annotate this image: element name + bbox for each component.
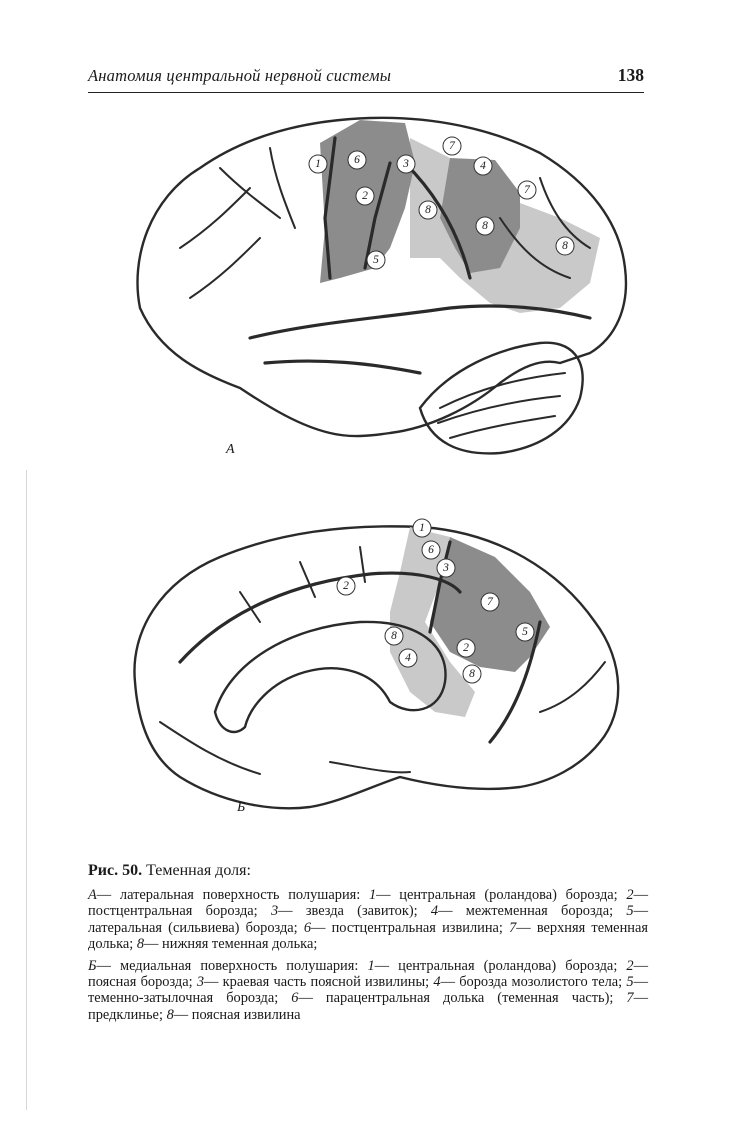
- marker-a-2: [356, 187, 374, 205]
- svg-text:7: 7: [487, 596, 493, 608]
- caption-b-item: 1— центральная (роландова) борозда;: [367, 957, 618, 974]
- marker-b-2-lower: [457, 639, 475, 657]
- marker-a-8-left: [419, 201, 437, 219]
- marker-b-8-left: [385, 627, 403, 645]
- caption-a-item: 3— звезда (завиток);: [270, 903, 418, 920]
- svg-text:5: 5: [522, 626, 528, 638]
- caption-a-item: 6— постцентральная извилина;: [303, 919, 503, 936]
- panel-label-a: А: [226, 442, 235, 457]
- marker-a-8-mid: [476, 217, 494, 235]
- svg-text:2: 2: [362, 190, 368, 202]
- marker-b-8-right: [463, 665, 481, 683]
- running-title: Анатомия центральной нервной системы: [88, 66, 392, 85]
- marker-b-6: [422, 541, 440, 559]
- caption-a-item: 8— нижняя теменная долька;: [136, 936, 318, 953]
- marker-a-3: [397, 155, 415, 173]
- marker-b-2-upper: [337, 577, 355, 595]
- marker-a-7-top: [443, 137, 461, 155]
- caption-a-item: 4— межтеменная борозда;: [430, 903, 614, 920]
- caption-b-item: 6— парацентральная долька (теменная часть);: [291, 990, 614, 1007]
- marker-a-5: [367, 251, 385, 269]
- svg-text:3: 3: [403, 158, 409, 170]
- caption-b-item: Б— медиальная поверхность полушария:: [88, 957, 359, 974]
- caption-b-item: 5— теменно-затылочная борозда;: [88, 974, 648, 1007]
- marker-b-1: [413, 519, 431, 537]
- marker-a-1: [309, 155, 327, 173]
- marker-a-8-right: [556, 237, 574, 255]
- marker-a-6: [348, 151, 366, 169]
- caption-a-item: 7— верхняя теменная долька;: [88, 919, 648, 953]
- caption-a-item: 1— центральная (роландова) борозда;: [368, 887, 618, 903]
- marker-b-5: [516, 623, 534, 641]
- svg-text:8: 8: [391, 630, 397, 642]
- svg-text:4: 4: [405, 652, 411, 664]
- figure-title: Теменная доля:: [146, 862, 251, 879]
- marker-b-4: [399, 649, 417, 667]
- svg-text:8: 8: [562, 240, 568, 252]
- svg-text:3: 3: [443, 562, 449, 574]
- marker-b-3: [437, 559, 455, 577]
- caption-part-b: [88, 958, 648, 1024]
- caption-b-item: 2— поясная борозда;: [88, 957, 649, 991]
- caption-b-item: 7— предклинье;: [88, 990, 649, 1023]
- svg-text:1: 1: [315, 158, 321, 170]
- svg-text:2: 2: [463, 642, 469, 654]
- figure-b-medial-brain: [120, 512, 640, 832]
- caption-b-item: 3— краевая часть поясной извилины;: [196, 974, 430, 991]
- figure-label: Рис. 50.: [88, 862, 143, 879]
- caption-a-item: 2— постцентральная борозда;: [88, 887, 648, 920]
- svg-text:7: 7: [524, 184, 530, 196]
- svg-text:7: 7: [449, 140, 455, 152]
- page-scan-edge: [26, 470, 27, 1110]
- marker-a-7-right: [518, 181, 536, 199]
- figure-caption: [88, 862, 648, 1028]
- page-header: [88, 66, 644, 93]
- figure-a-lateral-brain: [120, 108, 640, 473]
- svg-text:8: 8: [425, 204, 431, 216]
- svg-text:8: 8: [482, 220, 488, 232]
- caption-title: [88, 862, 648, 880]
- svg-text:6: 6: [354, 154, 360, 166]
- svg-text:4: 4: [480, 160, 486, 172]
- caption-b-item: 8— поясная извилина: [166, 1006, 301, 1023]
- caption-b-item: 4— борозда мозолистого тела;: [433, 974, 623, 991]
- caption-a-item: 5— латеральная (сильвиева) борозда;: [88, 903, 648, 936]
- svg-text:6: 6: [428, 544, 434, 556]
- caption-part-a: [88, 887, 648, 953]
- marker-b-7: [481, 593, 499, 611]
- svg-text:8: 8: [469, 668, 475, 680]
- marker-a-4: [474, 157, 492, 175]
- svg-text:2: 2: [343, 580, 349, 592]
- page-number: 138: [617, 65, 644, 85]
- panel-label-b: Б: [237, 800, 246, 815]
- svg-text:5: 5: [373, 254, 379, 266]
- caption-a-item: А— латеральная поверхность полушария:: [88, 887, 361, 903]
- svg-text:1: 1: [419, 522, 425, 534]
